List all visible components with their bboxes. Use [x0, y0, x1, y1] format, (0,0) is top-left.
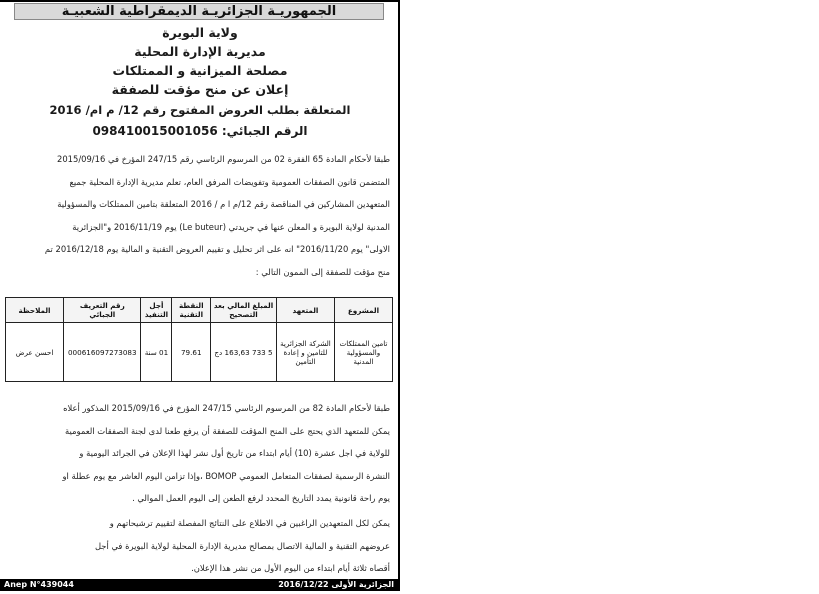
cell-duration: 01 سنة: [141, 323, 172, 382]
announcement-title: إعلان عن منح مؤقت للصفقة: [111, 82, 289, 97]
intro-line: المتضمن قانون الصفقات العمومية وتفويضات المرفق العام، تعلم مديرية الإدارة المحلية جميع: [69, 176, 390, 187]
cell-technical-score: 79.61: [172, 323, 211, 382]
intro-line: الاولى" يوم 2016/11/20" انه على اثر تحليل و تقييم العروض التقنية و المالية يوم 2016/12/18 تم: [44, 244, 390, 254]
cell-note: احسن عرض: [6, 323, 64, 382]
closing-line: يمكن لكل المتعهدين الراغبين في الاطلاع على النتائج المفصلة لتقييم ترشيحاتهم و: [109, 518, 390, 528]
directorate-title: مديرية الإدارة المحلية: [134, 44, 266, 59]
cell-amount: 5 733 163,63 دج: [211, 323, 277, 382]
appeal-paragraph: [22, 397, 390, 510]
closing-paragraph: [22, 512, 390, 580]
tax-number-title: الرقم الجبائي: 098410015001056: [92, 124, 308, 138]
closing-line: عروضهم التقنية و المالية الاتصال بمصالح مديرية الإدارة المحلية لولاية البويرة في أجل: [94, 540, 390, 551]
header-tax-id: رقم التعريف الجبائي: [64, 298, 141, 323]
cell-project: تامين الممتلكات والمسؤولية المدنية: [334, 323, 392, 382]
announcement-page: [0, 0, 400, 590]
service-title: مصلحة الميزانية و الممتلكات: [112, 63, 288, 78]
appeal-line: يمكن للمتعهد الذي يحتج على المنح المؤقت للصفقة أن يرفع طعنا لدى لجنة الصفقات العمومية: [65, 425, 390, 436]
appeal-line: النشرة الرسمية لصفقات المتعامل العمومي BOMOP ،وإذا تزامن اليوم العاشر مع يوم عطلة او: [62, 470, 390, 481]
header-amount: المبلغ المالي بعد التصحيح: [211, 298, 277, 323]
intro-line: طبقا لأحكام المادة 65 الفقرة 02 من المرسوم الرئاسي رقم 247/15 المؤرخ في 2015/09/16: [57, 154, 390, 164]
intro-paragraph: [22, 148, 390, 283]
cell-bidder: الشركة الجزائرية للتامين و إعادة التأمين: [276, 323, 334, 382]
appeal-line: للولاية في اجل عشرة (10) أيام ابتداء من تاريخ أول نشر لهذا الإعلان في الجرائد اليومية و: [79, 448, 390, 458]
award-table: [5, 297, 393, 382]
anep-number: Anep N°439044: [4, 580, 74, 589]
header-duration: أجل التنفيذ: [141, 298, 172, 323]
appeal-line: يوم راحة قانونية يمدد التاريخ المحدد لرفع الطعن إلى اليوم العمل الموالي .: [132, 493, 390, 503]
cell-tax-id: 000616097273083: [64, 323, 141, 382]
table-row: [6, 323, 393, 382]
frame-top-border: [0, 0, 400, 2]
intro-line: المدنية لولاية البويرة و المعلن عنها في جريدتي (Le buteur) يوم 2016/11/19 و"الجزائرية: [72, 221, 390, 232]
closing-line: أقصاه ثلاثة أيام ابتداء من اليوم الأول من نشر هذا الإعلان.: [191, 563, 390, 573]
award-table-header-row: [6, 298, 393, 323]
wilaya-title: ولاية البويرة: [162, 25, 238, 40]
appeal-line: طبقا لأحكام المادة 82 من المرسوم الرئاسي 247/15 المؤرخ في 2015/09/16 المذكور أعلاه: [63, 403, 390, 413]
newspaper-date: الجزائرية الأولى 2016/12/22: [278, 580, 394, 589]
intro-line: المتعهدين المشاركين في المناقصة رقم 12/م ا م / 2016 المتعلقة بتامين الممتلكات والمسؤولية: [57, 199, 390, 209]
header-bidder: المتعهد: [276, 298, 334, 323]
intro-line: منح مؤقت للصفقة إلى الممون التالي :: [255, 266, 390, 277]
footer-bar: [0, 579, 400, 591]
header-project: المشروع: [334, 298, 392, 323]
reference-title: المتعلقة بطلب العروض المفتوح رقم 12/ م ام/ 2016: [49, 103, 351, 117]
header-note: الملاحظة: [6, 298, 64, 323]
frame-right-border: [398, 0, 400, 580]
republic-header: الجمهوريـة الجزائريـة الديمقراطية الشعبيـة: [14, 3, 384, 20]
header-technical-score: النقطة التقنية: [172, 298, 211, 323]
